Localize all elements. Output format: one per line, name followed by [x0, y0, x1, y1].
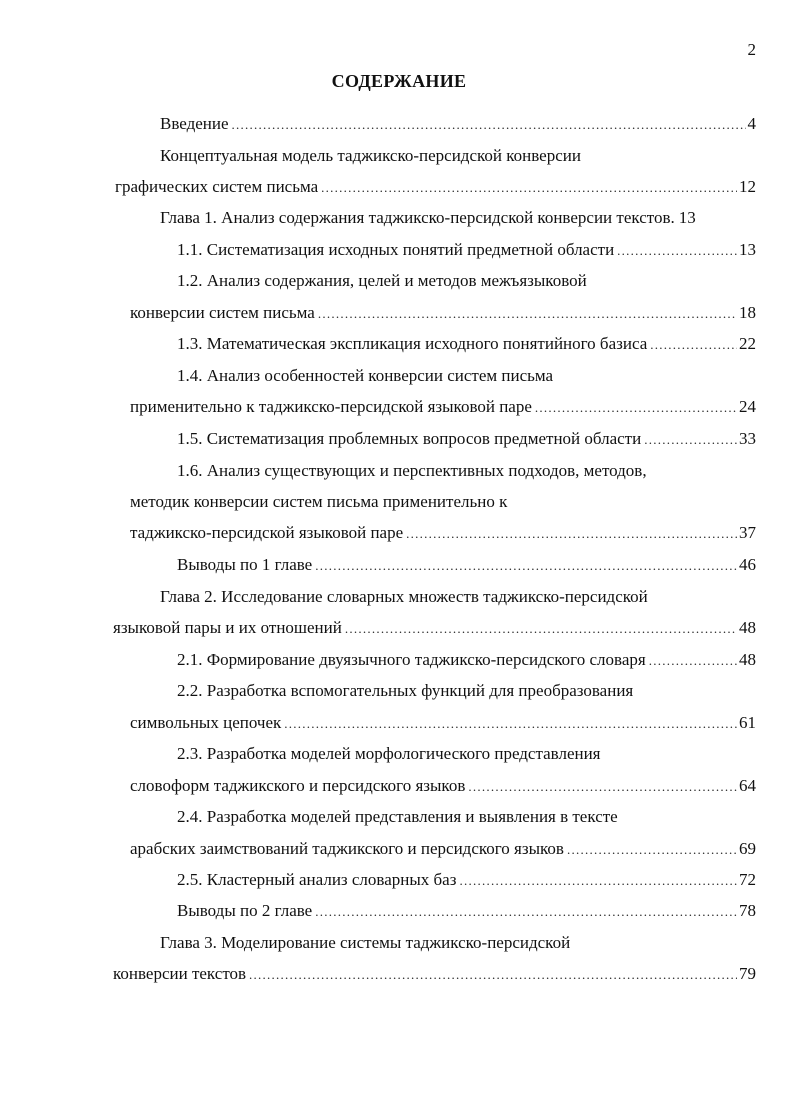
- toc-entry-page: 4: [747, 114, 756, 133]
- toc-entry-title: 2.4. Разработка моделей представления и выявления в тексте: [177, 807, 618, 826]
- toc-entry-page: 79: [739, 964, 756, 983]
- toc-entry-page: 13: [678, 208, 696, 227]
- toc-entry-title: Концептуальная модель таджикско-персидской конверсии: [160, 146, 581, 165]
- toc-entry-title: Введение: [160, 114, 229, 133]
- toc-leader-dots: [249, 963, 737, 987]
- toc-entry-title: символьных цепочек: [130, 713, 282, 732]
- toc-entry-title: 1.6. Анализ существующих и перспективных подходов, методов,: [177, 461, 647, 480]
- toc-entry-line: [177, 679, 633, 703]
- toc-entry-1-6[interactable]: [130, 521, 756, 545]
- page-title: СОДЕРЖАНИЕ: [331, 71, 467, 91]
- toc-entry-title: Глава 2. Исследование словарных множеств таджикско-персидской: [160, 587, 648, 606]
- toc-entry-title: применительно к таджикско-персидской языковой паре: [130, 397, 532, 416]
- toc-entry-2-2[interactable]: [130, 711, 756, 735]
- toc-entry-page: 33: [739, 429, 756, 448]
- toc-entry-page: 48: [739, 618, 756, 637]
- toc-entry-page: 24: [739, 397, 756, 416]
- toc-leader-dots: [644, 428, 737, 452]
- toc-leader-dots: [315, 900, 737, 924]
- toc-entry-title: 1.5. Систематизация проблемных вопросов предметной области: [177, 429, 642, 448]
- toc-entry-page: 37: [739, 523, 756, 542]
- toc-entry-introduction[interactable]: [160, 112, 756, 136]
- toc-entry-chapter-1[interactable]: [160, 206, 756, 230]
- toc-entry-2-1[interactable]: [177, 648, 756, 672]
- toc-entry-title: графических систем письма: [115, 177, 319, 196]
- toc-entry-title: 2.1. Формирование двуязычного таджикско-персидского словаря: [177, 650, 646, 669]
- toc-entry-page: 48: [739, 650, 756, 669]
- toc-entry-line: [160, 144, 581, 168]
- toc-entry-title: 2.5. Кластерный анализ словарных баз: [177, 870, 457, 889]
- toc-entry-title: 1.1. Систематизация исходных понятий предметной области: [177, 240, 615, 259]
- toc-entry-2-4[interactable]: [130, 837, 756, 861]
- toc-leader-dots: [617, 239, 737, 263]
- toc-leader-dots: [315, 554, 737, 578]
- toc-leader-dots: [567, 838, 737, 862]
- toc-entry-title: арабских заимствований таджикского и персидского языков: [130, 839, 564, 858]
- toc-leader-dots: [232, 113, 746, 137]
- toc-entry-page: 46: [739, 555, 756, 574]
- page-number: 2: [747, 40, 756, 59]
- toc-entry-line: [130, 490, 507, 514]
- toc-entry-line: [160, 931, 570, 955]
- toc-leader-dots: [406, 522, 737, 546]
- toc-entry-title: конверсии текстов: [113, 964, 247, 983]
- toc-leader-dots: [321, 176, 737, 200]
- toc-entry-line: [177, 805, 618, 829]
- toc-entry-title: языковой пары и их отношений: [113, 618, 342, 637]
- toc-entry-title: 1.2. Анализ содержания, целей и методов межъязыковой: [177, 271, 587, 290]
- toc-entry-title: 1.4. Анализ особенностей конверсии систем письма: [177, 366, 554, 385]
- toc-leader-dots: [318, 302, 737, 326]
- toc-entry-title: 1.3. Математическая экспликация исходного понятийного базиса: [177, 334, 648, 353]
- toc-entry-page: 72: [739, 870, 756, 889]
- toc-entry-page: 13: [739, 240, 756, 259]
- toc-entry-page: 69: [739, 839, 756, 858]
- toc-entry-title: методик конверсии систем письма применительно к: [130, 492, 508, 511]
- toc-entry-title: конверсии систем письма: [130, 303, 315, 322]
- toc-entry-title: Глава 1. Анализ содержания таджикско-персидской конверсии текстов.: [160, 208, 675, 227]
- toc-leader-dots: [459, 869, 737, 893]
- toc-entry-title: 2.2. Разработка вспомогательных функций для преобразования: [177, 681, 634, 700]
- toc-leader-dots: [650, 333, 737, 357]
- toc-leader-dots: [649, 649, 737, 673]
- toc-leader-dots: [535, 396, 737, 420]
- toc-leader-dots: [468, 775, 737, 799]
- toc-entry-title: Глава 3. Моделирование системы таджикско-персидской: [160, 933, 571, 952]
- toc-entry-page: 78: [739, 901, 756, 920]
- toc-entry-chapter-1-conclusions[interactable]: [177, 553, 756, 577]
- toc-entry-page: 12: [739, 177, 756, 196]
- toc-entry-conceptual-model[interactable]: [115, 175, 756, 199]
- toc-entry-title: 2.3. Разработка моделей морфологического представления: [177, 744, 601, 763]
- toc-entry-1-3[interactable]: [177, 332, 756, 356]
- toc-entry-1-2[interactable]: [130, 301, 756, 325]
- toc-entry-chapter-2[interactable]: [113, 616, 756, 640]
- toc-entry-1-5[interactable]: [177, 427, 756, 451]
- toc-entry-line: [177, 742, 601, 766]
- toc-entry-title: Выводы по 1 главе: [177, 555, 313, 574]
- toc-entry-page: 18: [739, 303, 756, 322]
- toc-entry-chapter-2-conclusions[interactable]: [177, 899, 756, 923]
- toc-entry-1-4[interactable]: [130, 395, 756, 419]
- toc-entry-line: [177, 269, 587, 293]
- toc-entry-2-5[interactable]: [177, 868, 756, 892]
- toc-leader-dots: [284, 712, 737, 736]
- toc-entry-title: Выводы по 2 главе: [177, 901, 313, 920]
- toc-entry-title: словоформ таджикского и персидского языков: [130, 776, 466, 795]
- toc-entry-chapter-3[interactable]: [113, 962, 756, 986]
- toc-entry-2-3[interactable]: [130, 774, 756, 798]
- toc-entry-line: [160, 585, 648, 609]
- toc-entry-line: [177, 459, 647, 483]
- toc-leader-dots: [345, 617, 737, 641]
- toc-entry-title: таджикско-персидской языковой паре: [130, 523, 404, 542]
- toc-entry-page: 22: [739, 334, 756, 353]
- toc-entry-page: 61: [739, 713, 756, 732]
- toc-entry-1-1[interactable]: [177, 238, 756, 262]
- toc-entry-line: [177, 364, 553, 388]
- toc-entry-page: 64: [739, 776, 756, 795]
